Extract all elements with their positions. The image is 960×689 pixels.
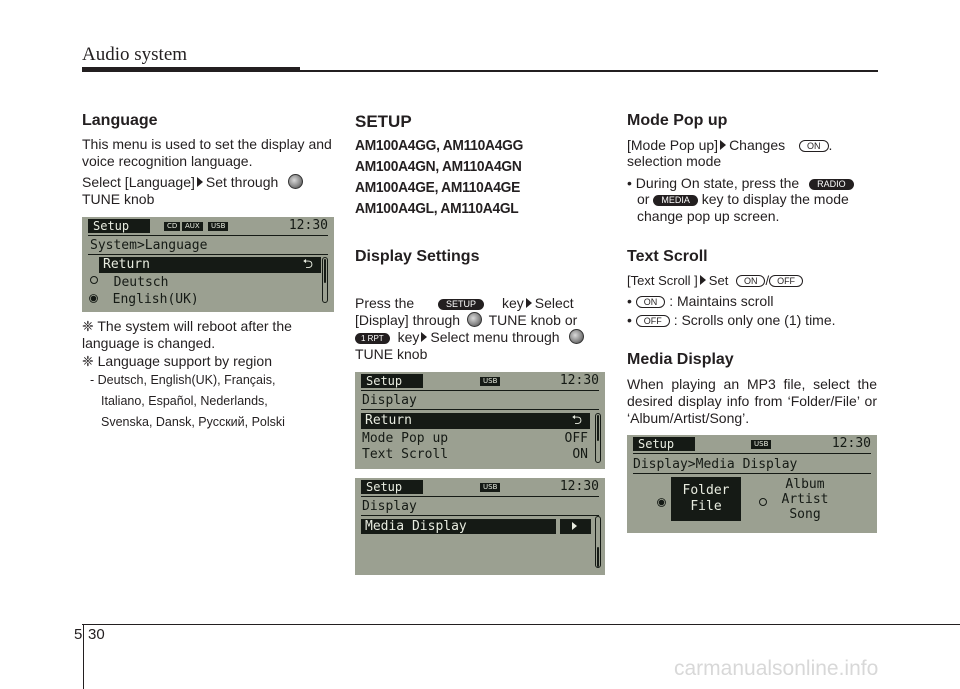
return-label: Return (103, 257, 150, 272)
screen-divider (88, 235, 328, 236)
note-support-text: Language support by region (97, 353, 272, 369)
model-line: AM100A4GG, AM110A4GG (355, 137, 524, 154)
media-key-button[interactable]: MEDIA (653, 195, 698, 206)
screen-divider (361, 409, 599, 410)
screen-tab: Setup (361, 480, 423, 494)
arrow-right-icon (421, 332, 427, 342)
screen-tab: Setup (633, 437, 695, 451)
mode-popup-label: Mode Pop up (362, 431, 449, 446)
screen-divider (361, 515, 599, 516)
screen-clock: 12:30 (559, 373, 599, 388)
language-screen (82, 217, 334, 312)
media-display-arrow[interactable] (560, 519, 591, 534)
screen-divider (633, 453, 871, 454)
file-label: File (690, 499, 722, 514)
scrollbar[interactable] (322, 257, 328, 303)
screen-clock: 12:30 (559, 479, 599, 494)
bullet: • (627, 293, 632, 309)
radio-selected-icon (659, 500, 665, 506)
mp-text: Changes (729, 137, 786, 153)
note-reboot (82, 318, 334, 352)
return-item[interactable] (99, 257, 321, 273)
on-label-badge: ON (636, 296, 666, 308)
note-language-support (82, 353, 272, 370)
arrow-right-icon (526, 298, 532, 308)
watermark-text: carmanualsonline.info (674, 657, 879, 680)
ts-text: Set (708, 273, 729, 288)
mode-popup-bullet-cont (637, 191, 849, 208)
option-deutsch-label: Deutsch (113, 275, 169, 290)
note-reboot-text: The system will reboot after the language is changed. (82, 318, 292, 351)
media-display-heading: Media Display (627, 351, 734, 368)
usb-badge: USB (480, 483, 500, 492)
scrollbar-thumb[interactable] (597, 415, 599, 441)
media-display-screen (627, 435, 877, 533)
on-key-button[interactable]: ON (799, 140, 829, 152)
screen-path: System>Language (90, 238, 208, 253)
language-list-line: Svenska, Dansk, Русский, Polski (101, 415, 285, 429)
radio-empty-icon (759, 498, 767, 506)
language-list (90, 370, 285, 433)
usb-badge: USB (208, 222, 228, 231)
mp-text: or (637, 191, 650, 207)
text-scroll-off-desc (627, 312, 836, 329)
bullet: • (627, 312, 632, 328)
screen-tab: Setup (361, 374, 423, 388)
return-arrow-icon: ⮌ (571, 413, 582, 428)
note-symbol: ❈ (82, 318, 94, 334)
mode-popup-line1 (627, 137, 877, 154)
radio-selected-icon (91, 296, 97, 302)
display-screen-1 (355, 372, 605, 469)
screen-divider (633, 473, 871, 474)
off-label-badge: OFF (636, 315, 670, 327)
text-scroll-value: ON (572, 447, 588, 462)
ts-text: : Scrolls only one (1) time. (673, 312, 836, 328)
bullet: • (627, 175, 632, 191)
display-instruction-line4: TUNE knob (355, 346, 428, 362)
chapter-number: 5 (74, 626, 83, 643)
ts-text: [Text Scroll ] (627, 273, 698, 288)
usb-badge: USB (751, 440, 771, 449)
arrow-right-icon (720, 140, 726, 150)
mode-popup-heading: Mode Pop up (627, 112, 728, 129)
instr-text-b: Set through (205, 174, 279, 190)
model-line: AM100A4GE, AM110A4GE (355, 179, 521, 196)
radio-empty-icon (90, 276, 98, 284)
chevron-right-icon (572, 522, 577, 530)
text-scroll-item[interactable] (362, 447, 448, 462)
off-option-button[interactable]: OFF (769, 275, 803, 287)
scrollbar-thumb[interactable] (597, 547, 599, 567)
return-label: Return (365, 413, 412, 428)
return-arrow-icon: ⮌ (302, 257, 313, 272)
footer-divider (83, 624, 84, 689)
artist-label: Artist (781, 492, 829, 507)
album-artist-song-option[interactable] (777, 477, 833, 522)
text-scroll-instruction (627, 272, 803, 289)
instr-text: key (501, 295, 524, 311)
scrollbar[interactable] (595, 516, 601, 568)
instr-text: TUNE knob or (488, 312, 578, 328)
media-display-item[interactable] (361, 519, 556, 534)
display-instruction-line2 (355, 312, 577, 329)
rpt-key-button[interactable]: 1 RPT (355, 333, 390, 344)
folder-file-option[interactable] (671, 477, 741, 521)
usb-badge: USB (480, 377, 500, 386)
album-label: Album (785, 477, 825, 492)
language-description: This menu is used to set the display and voice recognition language. (82, 136, 332, 169)
tune-knob-icon (288, 174, 303, 189)
page-header-title: Audio system (82, 44, 188, 65)
mode-popup-bullet-end: change pop up screen. (637, 208, 780, 224)
text-scroll-label: Text Scroll (362, 447, 449, 462)
song-label: Song (789, 507, 821, 522)
mode-popup-bullet (627, 175, 854, 192)
header-rule-thick (82, 67, 300, 72)
mp-text: . (828, 137, 833, 153)
radio-key-button[interactable]: RADIO (809, 179, 854, 190)
aux-badge: AUX (182, 222, 203, 231)
language-heading: Language (82, 112, 158, 129)
list-dash: - (90, 373, 95, 387)
mode-popup-item[interactable] (362, 431, 448, 446)
language-instruction-end: TUNE knob (82, 191, 155, 207)
mp-text: During On state, press the (635, 175, 800, 191)
folder-label: Folder (682, 483, 730, 498)
tune-knob-icon (467, 312, 482, 327)
language-list-line: Italiano, Español, Nederlands, (101, 394, 268, 408)
tune-knob-icon (569, 329, 584, 344)
ts-text: : Maintains scroll (669, 293, 774, 309)
option-english-label: English(UK) (112, 292, 199, 307)
return-item[interactable] (361, 413, 590, 429)
language-list-line: Deutsch, English(UK), Français, (97, 373, 276, 387)
instr-text: Press the (355, 295, 415, 311)
screen-clock: 12:30 (288, 218, 328, 233)
text-scroll-on-desc (627, 293, 773, 310)
instr-text: [Display] through (355, 312, 461, 328)
screen-title: Display (362, 499, 417, 514)
screen-clock: 12:30 (831, 436, 871, 451)
display-settings-heading: Display Settings (355, 248, 480, 265)
cd-badge: CD (164, 222, 180, 231)
screen-path: Display>Media Display (633, 457, 798, 472)
screen-divider (88, 254, 328, 255)
scrollbar[interactable] (595, 413, 601, 463)
scrollbar-thumb[interactable] (324, 259, 326, 283)
arrow-right-icon (197, 177, 203, 187)
footer-rule (82, 624, 960, 625)
instr-text-a: Select [Language] (82, 174, 195, 190)
setup-key-button[interactable]: SETUP (438, 299, 484, 310)
text-scroll-heading: Text Scroll (627, 248, 708, 265)
mode-popup-value: OFF (564, 431, 588, 446)
header-rule-thin (300, 70, 878, 72)
note-symbol: ❈ (82, 353, 94, 369)
setup-heading: SETUP (355, 112, 412, 131)
page-number: 30 (88, 626, 105, 643)
mode-popup-line2: selection mode (627, 153, 722, 169)
mp-text: key to display the mode (701, 191, 849, 207)
screen-divider (361, 496, 599, 497)
language-instruction (82, 174, 334, 191)
model-line: AM100A4GL, AM110A4GL (355, 200, 519, 217)
arrow-right-icon (700, 275, 706, 285)
on-option-button[interactable]: ON (736, 275, 766, 287)
screen-tab: Setup (88, 219, 150, 233)
mp-text: [Mode Pop up] (627, 137, 719, 153)
media-display-description: When playing an MP3 file, select the desired display info from ‘Folder/File’ or ‘Album/Artist/Song’. (627, 376, 877, 426)
screen-divider (361, 390, 599, 391)
model-line: AM100A4GN, AM110A4GN (355, 158, 522, 175)
ts-text: / (765, 273, 770, 288)
media-display-label: Media Display (365, 519, 467, 534)
instr-text: Select (534, 295, 574, 311)
display-instruction-line1 (355, 295, 605, 312)
option-english[interactable] (90, 292, 199, 307)
screen-title: Display (362, 393, 417, 408)
display-screen-2 (355, 478, 605, 575)
instr-text: key (397, 329, 420, 345)
option-deutsch[interactable] (90, 275, 168, 290)
display-instruction-line3 (355, 329, 584, 346)
instr-text: Select menu through (430, 329, 560, 345)
